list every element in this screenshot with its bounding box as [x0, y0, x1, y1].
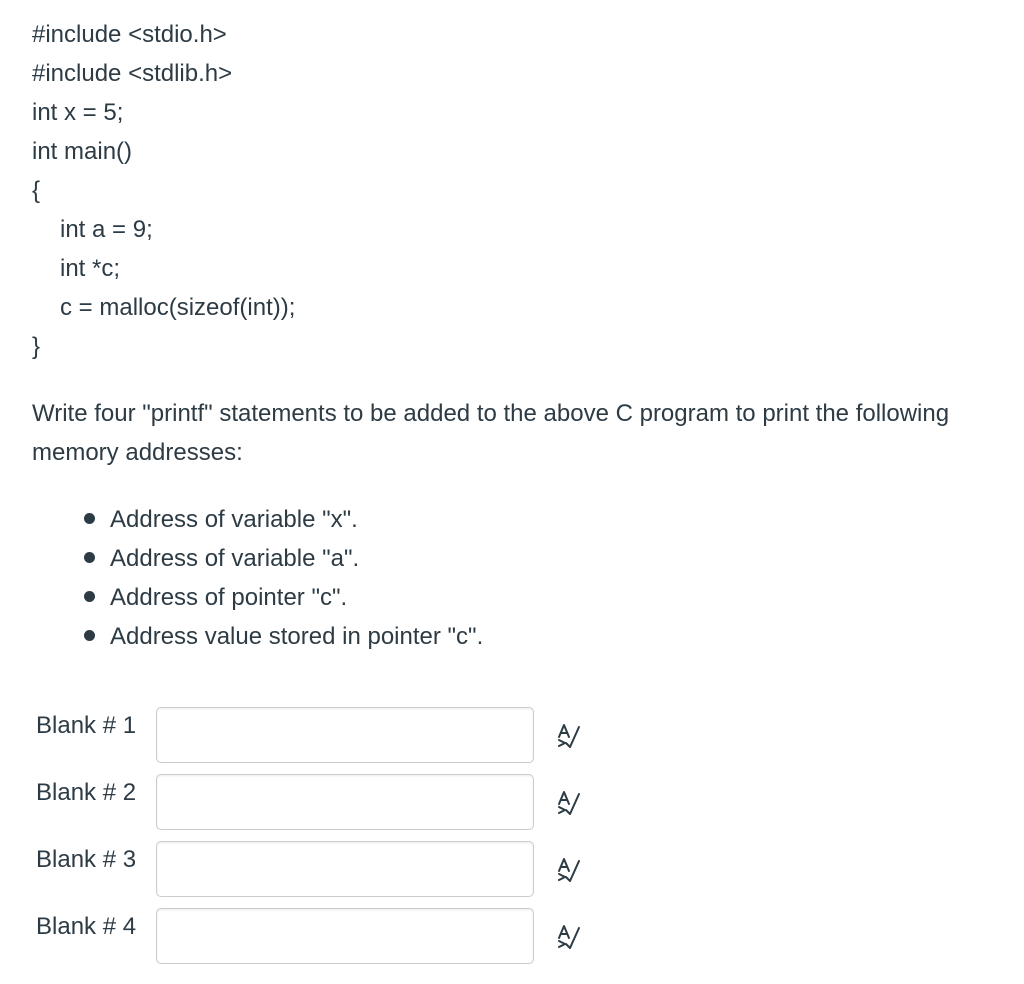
code-line: int a = 9;: [60, 216, 153, 243]
list-item: [110, 500, 483, 539]
spellcheck-icon[interactable]: [556, 857, 582, 883]
blank-3-input[interactable]: [156, 841, 534, 897]
spellcheck-icon[interactable]: [556, 924, 582, 950]
blank-row-4: [36, 908, 596, 966]
code-line: #include <stdio.h>: [32, 21, 227, 48]
blank-label: Blank # 4: [36, 913, 137, 940]
list-item: [110, 539, 483, 578]
list-item-text: Address of variable "x".: [110, 506, 358, 533]
code-line: }: [32, 333, 41, 360]
list-item-text: Address of variable "a".: [110, 545, 360, 572]
code-line: {: [32, 177, 41, 204]
code-line: int main(): [32, 138, 133, 165]
blank-4-input[interactable]: [156, 908, 534, 964]
list-item-text: Address of pointer "c".: [110, 584, 348, 611]
list-item: [110, 617, 483, 656]
blank-label: Blank # 1: [36, 712, 137, 739]
code-line: int *c;: [60, 255, 121, 282]
question-prompt: Write four "printf" statements to be added to the above C program to print the following memory addresses:: [32, 400, 950, 466]
bullet-icon: [84, 591, 95, 602]
list-item: [110, 578, 483, 617]
spellcheck-icon[interactable]: [556, 790, 582, 816]
spellcheck-icon[interactable]: [556, 723, 582, 749]
list-item-text: Address value stored in pointer "c".: [110, 623, 484, 650]
blank-label: Blank # 3: [36, 846, 137, 873]
blank-row-3: [36, 841, 596, 899]
blank-1-input[interactable]: [156, 707, 534, 763]
bullet-icon: [84, 552, 95, 563]
code-line: #include <stdlib.h>: [32, 60, 233, 87]
blank-row-1: [36, 707, 596, 765]
blank-2-input[interactable]: [156, 774, 534, 830]
bullet-icon: [84, 513, 95, 524]
code-line: c = malloc(sizeof(int));: [60, 294, 296, 321]
blank-label: Blank # 2: [36, 779, 137, 806]
code-line: int x = 5;: [32, 99, 124, 126]
blank-row-2: [36, 774, 596, 832]
requirements-list: [110, 500, 483, 656]
bullet-icon: [84, 630, 95, 641]
